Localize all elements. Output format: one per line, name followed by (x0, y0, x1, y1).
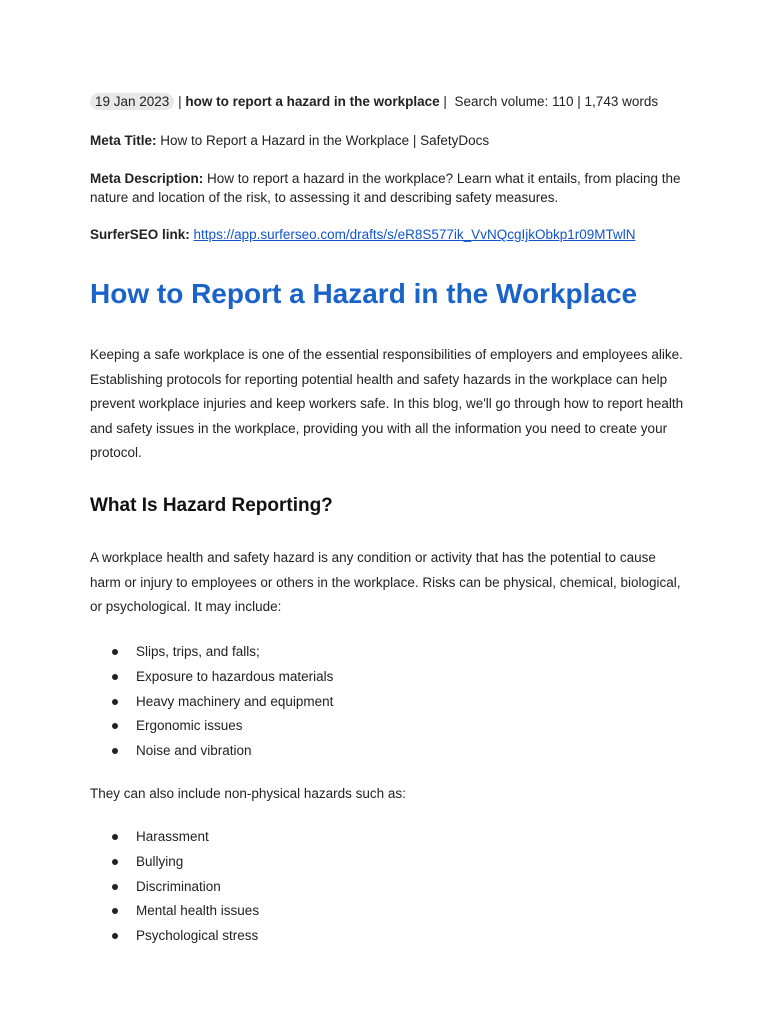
list-item (90, 875, 259, 900)
list-item (90, 640, 333, 665)
list-item (90, 665, 333, 690)
bullet-icon (112, 933, 118, 939)
bullet-icon (112, 834, 118, 840)
separator: | (577, 94, 585, 109)
list-item (90, 739, 333, 764)
meta-description-row (90, 169, 688, 207)
surferseo-link[interactable]: https://app.surferseo.com/drafts/s/eR8S577ik_VvNQcgIjkObkp1r09MTwlN (193, 227, 636, 242)
bullet-icon (112, 908, 118, 914)
meta-title-label: Meta Title: (90, 133, 157, 148)
list-item (90, 690, 333, 715)
section-heading: What Is Hazard Reporting? (90, 495, 333, 516)
surferseo-label: SurferSEO link: (90, 227, 190, 242)
transition-paragraph: They can also include non-physical hazards such as: (90, 786, 406, 801)
bullet-icon (112, 649, 118, 655)
physical-hazards-list (90, 640, 333, 764)
list-item-text: Harassment (136, 829, 209, 844)
list-item-text: Noise and vibration (136, 743, 252, 759)
meta-description-value: How to report a hazard in the workplace? Learn what it entails, from placing the nature and location of the risk, to assessing it and describing safety measures. (90, 171, 681, 205)
list-item-text: Mental health issues (136, 903, 260, 919)
search-volume: Search volume: 110 (454, 94, 574, 109)
bullet-icon (112, 674, 118, 680)
list-item (90, 825, 259, 850)
list-item (90, 899, 259, 924)
separator: | (443, 94, 455, 109)
meta-title-value: How to Report a Hazard in the Workplace | SafetyDocs (160, 133, 490, 148)
header-meta-line (90, 93, 658, 111)
list-item (90, 850, 259, 875)
meta-title-row (90, 132, 489, 150)
list-item-text: Exposure to hazardous materials (136, 668, 334, 684)
list-item-text: Ergonomic issues (136, 718, 243, 734)
surferseo-row (90, 226, 635, 244)
list-item-text: Psychological stress (136, 928, 259, 944)
bullet-icon (112, 723, 118, 729)
section-paragraph: A workplace health and safety hazard is any condition or activity that has the potential to cause harm or injury to employees or others in the workplace. Risks can be physical, chemical, biological, or psychological. It may include: (90, 550, 681, 614)
list-item-text: Heavy machinery and equipment (136, 693, 334, 709)
list-item (90, 714, 333, 739)
bullet-icon (112, 859, 118, 865)
list-item-text: Discrimination (136, 878, 221, 894)
meta-description-label: Meta Description: (90, 171, 204, 186)
date-chip[interactable]: 19 Jan 2023 (90, 93, 174, 110)
separator: | (178, 94, 186, 109)
intro-paragraph: Keeping a safe workplace is one of the essential responsibilities of employers and employees alike. Establishing protocols for reporting potential health and safety hazards in the workplace can help prevent workplace injuries and keep workers safe. In this blog, we'll go through how to report health and safety issues in the workplace, providing you with all the information you need to create your protocol. (90, 347, 684, 460)
bullet-icon (112, 748, 118, 754)
bullet-icon (112, 699, 118, 705)
list-item-text: Slips, trips, and falls; (136, 644, 260, 659)
list-item (90, 924, 259, 949)
bullet-icon (112, 884, 118, 890)
article-title: How to Report a Hazard in the Workplace (90, 278, 638, 309)
word-count: 1,743 words (584, 94, 659, 109)
non-physical-hazards-list (90, 825, 259, 949)
list-item-text: Bullying (136, 853, 184, 869)
target-keyword: how to report a hazard in the workplace (185, 94, 440, 109)
